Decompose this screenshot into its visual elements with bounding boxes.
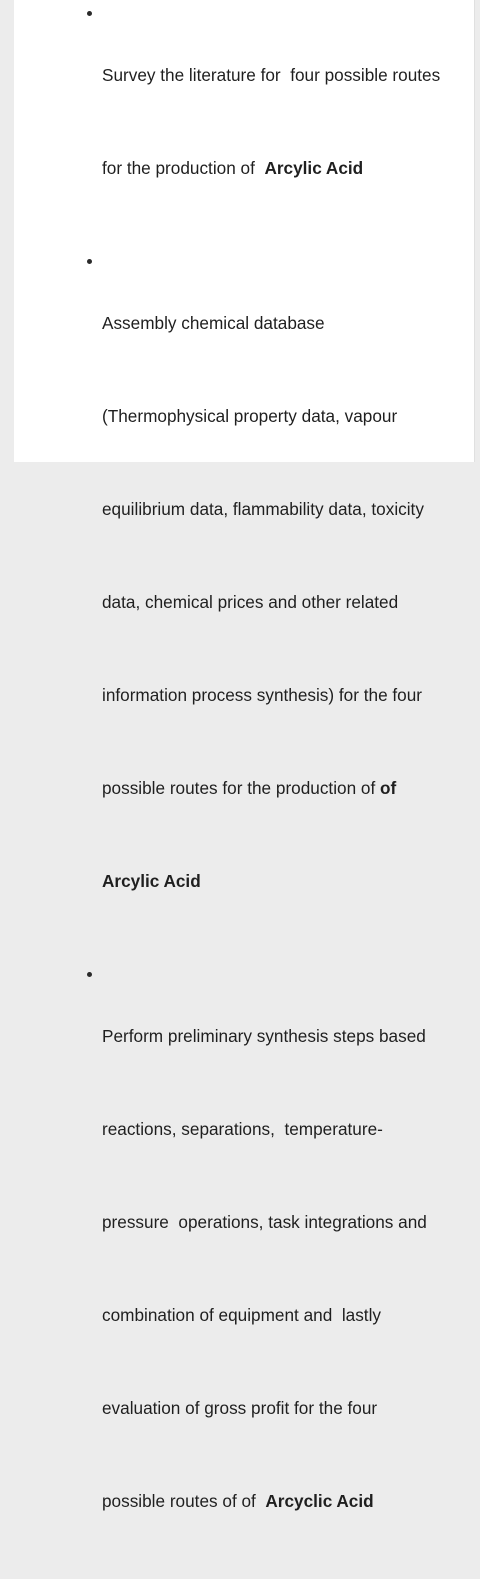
text-line xyxy=(102,1207,469,1238)
text-span: information process synthesis) for the four xyxy=(102,685,423,705)
text-line xyxy=(102,587,469,618)
text-line xyxy=(102,1393,469,1424)
text-line xyxy=(102,773,469,804)
text-span: possible routes for the production of xyxy=(102,778,381,798)
text-line xyxy=(102,308,469,339)
text-line xyxy=(102,866,469,897)
bullet-item-literature-survey xyxy=(14,0,475,246)
text-span: data, chemical prices and other related xyxy=(102,592,399,612)
text-span: equilibrium data, flammability data, toxicity xyxy=(102,499,424,519)
text-span: for the production of xyxy=(102,158,265,178)
text-line xyxy=(102,1300,469,1331)
text-span: reactions, separations, temperature- xyxy=(102,1119,383,1139)
document-page xyxy=(14,0,475,1511)
bold-span: Arcylic Acid xyxy=(264,158,364,178)
text-line xyxy=(102,153,469,184)
text-span: pressure operations, task integrations and xyxy=(102,1212,427,1232)
text-span: Perform preliminary synthesis steps based xyxy=(102,1026,426,1046)
text-line xyxy=(102,680,469,711)
text-line xyxy=(102,401,469,432)
text-line xyxy=(102,494,469,525)
text-line xyxy=(102,1021,469,1052)
text-span: possible routes of of xyxy=(102,1491,266,1511)
bold-span: Arcylic Acid xyxy=(102,871,201,891)
text-line xyxy=(102,1114,469,1145)
text-line xyxy=(102,60,469,91)
bold-span: of xyxy=(380,778,397,798)
text-line xyxy=(102,1486,469,1517)
bullet-item-chemical-database xyxy=(14,246,475,959)
text-span: Survey the literature for four possible routes xyxy=(102,65,441,85)
text-span: (Thermophysical property data, vapour xyxy=(102,406,398,426)
bullet-item-preliminary-synthesis xyxy=(14,959,475,1579)
bullet-list xyxy=(14,0,475,1579)
text-span: Assembly chemical database xyxy=(102,313,325,333)
text-span: combination of equipment and lastly xyxy=(102,1305,381,1325)
bold-span: Arcyclic Acid xyxy=(265,1491,374,1511)
text-span: evaluation of gross profit for the four xyxy=(102,1398,378,1418)
